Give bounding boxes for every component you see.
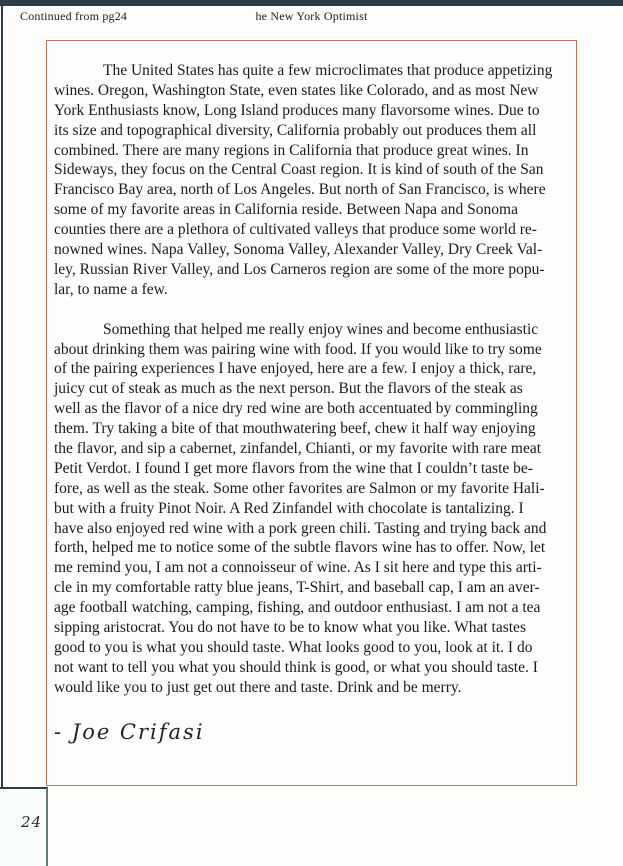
text-line: of the pairing experiences I have enjoyed, here are a few. I enjoy a thick, rare, (54, 360, 537, 378)
text-line: the flavor, and sip a cabernet, zinfandel, Chianti, or my favorite with rare meat (54, 440, 542, 458)
article-box (46, 40, 577, 786)
text-line: sipping aristocrat. You do not have to be to know what you like. What tastes (54, 619, 526, 637)
text-line: not want to tell you what you should think is good, or what you should taste. I (54, 658, 538, 676)
continued-from-label: Continued from pg24 (20, 9, 128, 23)
article-paragraph-1 (54, 61, 570, 300)
text-line: combined. There are many regions in California that produce great wines. In (54, 141, 529, 159)
text-line: juicy cut of steak as much as the next person. But the flavors of the steak as (54, 380, 523, 398)
page-number: 24 (21, 813, 43, 831)
text-line: forth, helped me to notice some of the subtle flavors wine has to offer. Now, let (54, 539, 546, 557)
article-signature: - Joe Crifasi (54, 719, 205, 744)
text-line: some of my favorite areas in California reside. Between Napa and Sonoma (54, 201, 518, 219)
text-line: lar, to name a few. (54, 280, 168, 298)
publication-title: he New York Optimist (255, 9, 368, 23)
text-line: but with a fruity Pinot Noir. A Red Zinfandel with chocolate is tantalizing. I (54, 499, 524, 517)
article-paragraph-2 (54, 320, 570, 698)
text-line: age football watching, camping, fishing, and outdoor enthusiast. I am not a tea (54, 599, 541, 617)
text-line: good to you is what you should taste. What looks good to you, look at it. I do (54, 638, 533, 656)
paragraph-gap (54, 300, 570, 320)
text-line: York Enthusiasts know, Long Island produces many flavorsome wines. Due to (54, 101, 540, 119)
text-line: well as the flavor of a nice dry red wine are both accentuated by commingling (54, 400, 538, 418)
text-line: Petit Verdot. I found I get more flavors from the wine that I couldn’t taste be- (54, 459, 533, 477)
text-line: its size and topographical diversity, California probably out produces them all (54, 121, 537, 139)
text-line: fore, as well as the steak. Some other favorites are Salmon or my favorite Hali- (54, 479, 545, 497)
text-line: Francisco Bay area, north of Los Angeles. But north of San Francisco, is where (54, 181, 546, 199)
text-line: about drinking them was pairing wine with food. If you would like to try some (54, 340, 542, 358)
footer-vertical-rule (46, 788, 48, 866)
text-line: ley, Russian River Valley, and Los Carneros region are some of the more popu- (54, 260, 545, 278)
left-rule (1, 0, 3, 788)
text-line: me remind you, I am not a connoisseur of wine. As I sit here and type this arti- (54, 559, 542, 577)
top-rule (0, 0, 623, 6)
text-line: Sideways, they focus on the Central Coast region. It is kind of south of the San (54, 161, 544, 179)
text-line: cle in my comfortable ratty blue jeans, T-Shirt, and baseball cap, I am an aver- (54, 579, 540, 597)
text-line: nowned wines. Napa Valley, Sonoma Valley, Alexander Valley, Dry Creek Val- (54, 241, 543, 259)
text-line: wines. Oregon, Washington State, even states like Colorado, and as most New (54, 81, 539, 99)
text-line: them. Try taking a bite of that mouthwatering beef, chew it half way enjoying (54, 420, 536, 438)
text-line: The United States has quite a few microclimates that produce appetizing (103, 62, 553, 79)
text-line: Something that helped me really enjoy wines and become enthusiastic (103, 320, 539, 338)
text-line: counties there are a plethora of cultivated valleys that produce some world re- (54, 221, 537, 239)
page-number-cell (0, 789, 46, 866)
text-line: would like you to just get out there and taste. Drink and be merry. (54, 678, 462, 696)
text-line: have also enjoyed red wine with a pork green chili. Tasting and trying back and (54, 519, 547, 537)
